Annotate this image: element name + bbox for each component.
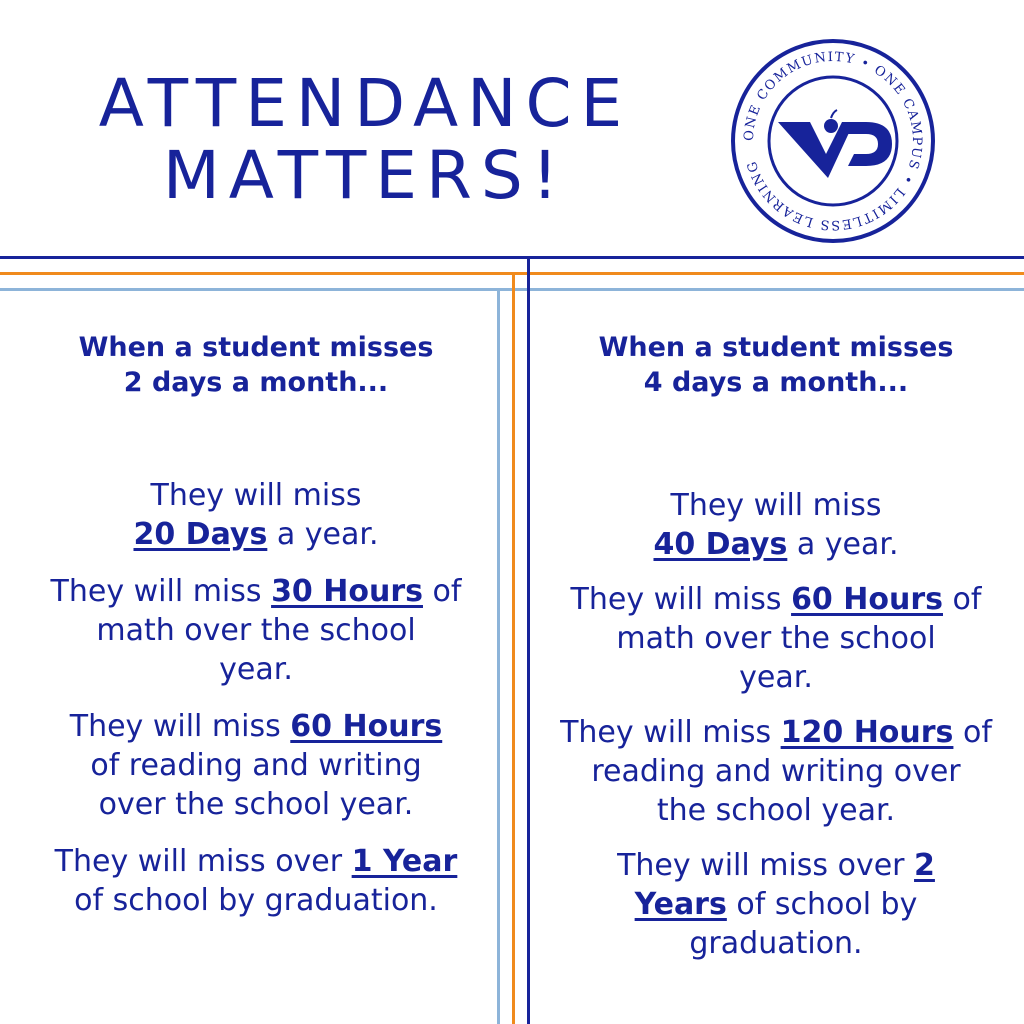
left-heading-line-1: When a student misses bbox=[78, 332, 434, 363]
left-statement-reading bbox=[26, 707, 486, 824]
right-statement-reading bbox=[545, 713, 1007, 830]
right-column bbox=[545, 330, 1007, 963]
left-s4-line2: of school by graduation. bbox=[74, 883, 438, 918]
right-s4-line1 bbox=[545, 846, 1007, 885]
left-s4-pre: They will miss over bbox=[54, 844, 343, 879]
right-s3-line3: the school year. bbox=[656, 793, 896, 828]
seal-ring-textpath: ONE COMMUNITY • ONE CAMPUS • LIMITLESS LEARNING bbox=[741, 49, 925, 233]
left-s4-emphasis: 1 Year bbox=[351, 844, 458, 879]
left-s2-line3: year. bbox=[219, 652, 293, 687]
left-s1-emphasis: 20 Days bbox=[133, 517, 268, 552]
left-heading-line-2: 2 days a month... bbox=[123, 367, 389, 398]
right-s1-line1: They will miss bbox=[670, 488, 882, 523]
school-seal-logo bbox=[730, 38, 936, 244]
right-s3-line2: reading and writing over bbox=[591, 754, 961, 789]
divider-orange-vertical bbox=[512, 272, 515, 1024]
right-heading-line-1: When a student misses bbox=[598, 332, 954, 363]
right-s4-emphasis-2: Years bbox=[634, 887, 727, 922]
right-s2-line2: math over the school bbox=[616, 621, 936, 656]
right-s3-line1 bbox=[545, 713, 1007, 752]
page-title bbox=[60, 65, 670, 214]
right-s1-post: a year. bbox=[796, 527, 899, 562]
right-s2-emphasis: 60 Hours bbox=[791, 582, 943, 617]
left-s1-post: a year. bbox=[276, 517, 379, 552]
right-s3-post: of bbox=[962, 715, 992, 750]
right-s1-line2 bbox=[545, 525, 1007, 564]
right-statement-math bbox=[545, 580, 1007, 697]
right-s4-line2-post: of school by bbox=[736, 887, 918, 922]
title-line-1: ATTENDANCE bbox=[98, 65, 632, 142]
left-column bbox=[26, 330, 486, 920]
right-heading-line-2: 4 days a month... bbox=[643, 367, 909, 398]
left-statement-math bbox=[26, 572, 486, 689]
left-s4-line1 bbox=[26, 842, 486, 881]
left-s2-pre: They will miss bbox=[50, 574, 262, 609]
apple-icon bbox=[824, 110, 838, 133]
divider-lightblue-vertical bbox=[497, 288, 500, 1024]
right-s3-emphasis: 120 Hours bbox=[780, 715, 954, 750]
left-s2-post: of bbox=[432, 574, 462, 609]
left-s3-pre: They will miss bbox=[69, 709, 281, 744]
left-s1-line2 bbox=[26, 515, 486, 554]
right-s2-post: of bbox=[952, 582, 982, 617]
left-s2-line1 bbox=[26, 572, 486, 611]
left-s3-line1 bbox=[26, 707, 486, 746]
left-s3-line2: of reading and writing bbox=[90, 748, 422, 783]
left-s1-line1: They will miss bbox=[150, 478, 362, 513]
right-heading bbox=[545, 330, 1007, 400]
divider-navy-vertical bbox=[527, 256, 530, 1024]
right-statement-graduation bbox=[545, 846, 1007, 963]
right-s2-line3: year. bbox=[739, 660, 813, 695]
right-s4-line3: graduation. bbox=[689, 926, 863, 961]
left-statement-days bbox=[26, 476, 486, 554]
right-s2-pre: They will miss bbox=[570, 582, 782, 617]
right-s4-pre: They will miss over bbox=[617, 848, 905, 883]
right-s3-pre: They will miss bbox=[560, 715, 772, 750]
right-statement-days bbox=[545, 486, 1007, 564]
title-line-2: MATTERS! bbox=[162, 137, 568, 214]
right-s2-line1 bbox=[545, 580, 1007, 619]
right-s4-emphasis: 2 bbox=[914, 848, 935, 883]
left-s3-emphasis: 60 Hours bbox=[290, 709, 443, 744]
left-s2-emphasis: 30 Hours bbox=[271, 574, 423, 609]
left-heading bbox=[26, 330, 486, 400]
right-s4-line2 bbox=[545, 885, 1007, 924]
left-s3-line3: over the school year. bbox=[98, 787, 414, 822]
right-s1-emphasis: 40 Days bbox=[653, 527, 788, 562]
left-statement-graduation bbox=[26, 842, 486, 920]
divider-navy-horizontal bbox=[0, 256, 1024, 259]
left-s2-line2: math over the school bbox=[96, 613, 416, 648]
